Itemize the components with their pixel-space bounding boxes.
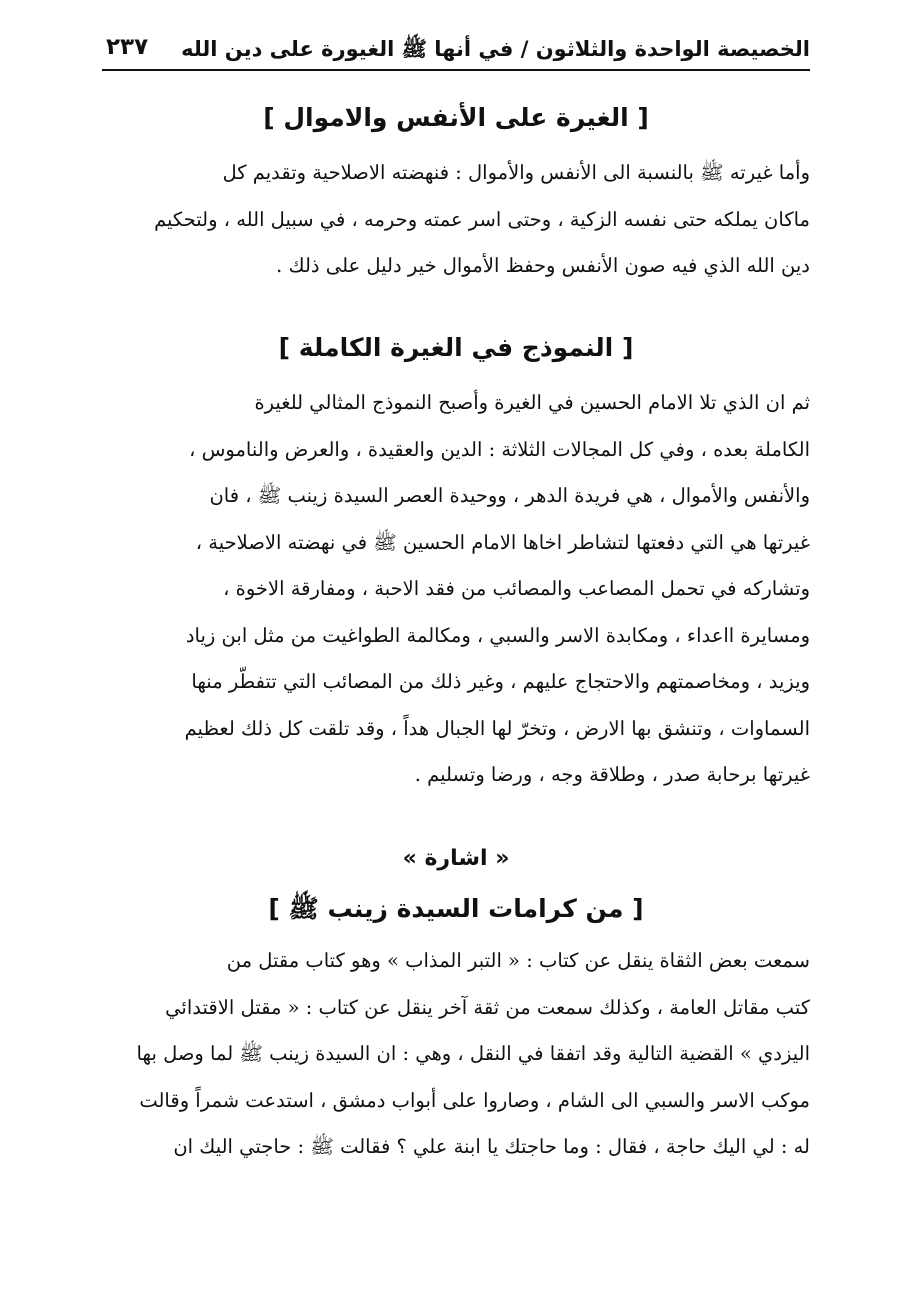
- text-line: ماكان يملكه حتى نفسه الزكية ، وحتى اسر عمته وحرمه ، في سبيل الله ، ولتحكيم: [154, 207, 810, 231]
- section-heading-soul-and-wealth: [ الغيرة على الأنفس والاموال ]: [263, 103, 649, 132]
- text-line: الكاملة بعده ، وفي كل المجالات الثلاثة : الدين والعقيدة ، والعرض والناموس ،: [189, 437, 810, 461]
- page-header: [102, 32, 810, 72]
- text-line: غيرتها هي التي دفعتها لتشاطر اخاها الامام الحسين ﷺ في نهضته الاصلاحية ،: [195, 530, 810, 554]
- text-line: وأما غيرته ﷺ بالنسبة الى الأنفس والأموال : فنهضته الاصلاحية وتقديم كل: [222, 161, 810, 184]
- running-title: الخصيصة الواحدة والثلاثون / في أنها ﷺ الغيورة على دين الله: [181, 37, 810, 61]
- text-line: اليزدي » القضية التالية وقد اتفقا في النقل ، وهي : ان السيدة زينب ﷺ لما وصل بها: [136, 1042, 810, 1065]
- section-heading-miracles: [ من كرامات السيدة زينب ﷺ ]: [268, 894, 644, 923]
- section-label-note: « اشارة »: [402, 846, 510, 871]
- text-line: كتب مقاتل العامة ، وكذلك سمعت من ثقة آخر ينقل عن كتاب : « مقتل الاقتدائي: [165, 995, 810, 1019]
- page-number: ٢٣٧: [106, 34, 149, 60]
- paragraph-perfect-model: [102, 380, 810, 799]
- text-line: دين الله الذي فيه صون الأنفس وحفظ الأموال خير دليل على ذلك .: [276, 254, 810, 277]
- text-line: السماوات ، وتنشق بها الارض ، وتخرّ لها الجبال هداً ، وقد تلقت كل ذلك لعظيم: [184, 716, 810, 740]
- text-line: وتشاركه في تحمل المصاعب والمصائب من فقد الاحبة ، ومفارقة الاخوة ،: [223, 577, 810, 600]
- text-line: موكب الاسر والسبي الى الشام ، وصاروا على أبواب دمشق ، استدعت شمراً وقالت: [139, 1088, 810, 1112]
- section-heading-perfect-model: [ النموذج في الغيرة الكاملة ]: [278, 333, 634, 362]
- header-rule: [102, 69, 810, 71]
- text-line: ويزيد ، ومخاصمتهم والاحتجاج عليهم ، وغير ذلك من المصائب التي تتفطّر منها: [191, 670, 810, 693]
- text-line: ثم ان الذي تلا الامام الحسين في الغيرة وأصبح النموذج المثالي للغيرة: [254, 391, 810, 414]
- text-line: والأنفس والأموال ، هي فريدة الدهر ، ووحيدة العصر السيدة زينب ﷺ ، فان: [209, 484, 810, 507]
- text-line: غيرتها برحابة صدر ، وطلاقة وجه ، ورضا وتسليم .: [414, 763, 810, 786]
- paragraph-soul-and-wealth: [102, 150, 810, 290]
- paragraph-miracles: [102, 938, 810, 1171]
- text-line: ومسايرة ااعداء ، ومكابدة الاسر والسبي ، ومكالمة الطواغيت من مثل ابن زياد: [185, 623, 810, 647]
- text-line: له : لي اليك حاجة ، فقال : وما حاجتك يا ابنة علي ؟ فقالت ﷺ : حاجتي اليك ان: [173, 1135, 810, 1158]
- text-line: سمعت بعض الثقاة ينقل عن كتاب : « التبر المذاب » وهو كتاب مقتل من: [226, 949, 810, 972]
